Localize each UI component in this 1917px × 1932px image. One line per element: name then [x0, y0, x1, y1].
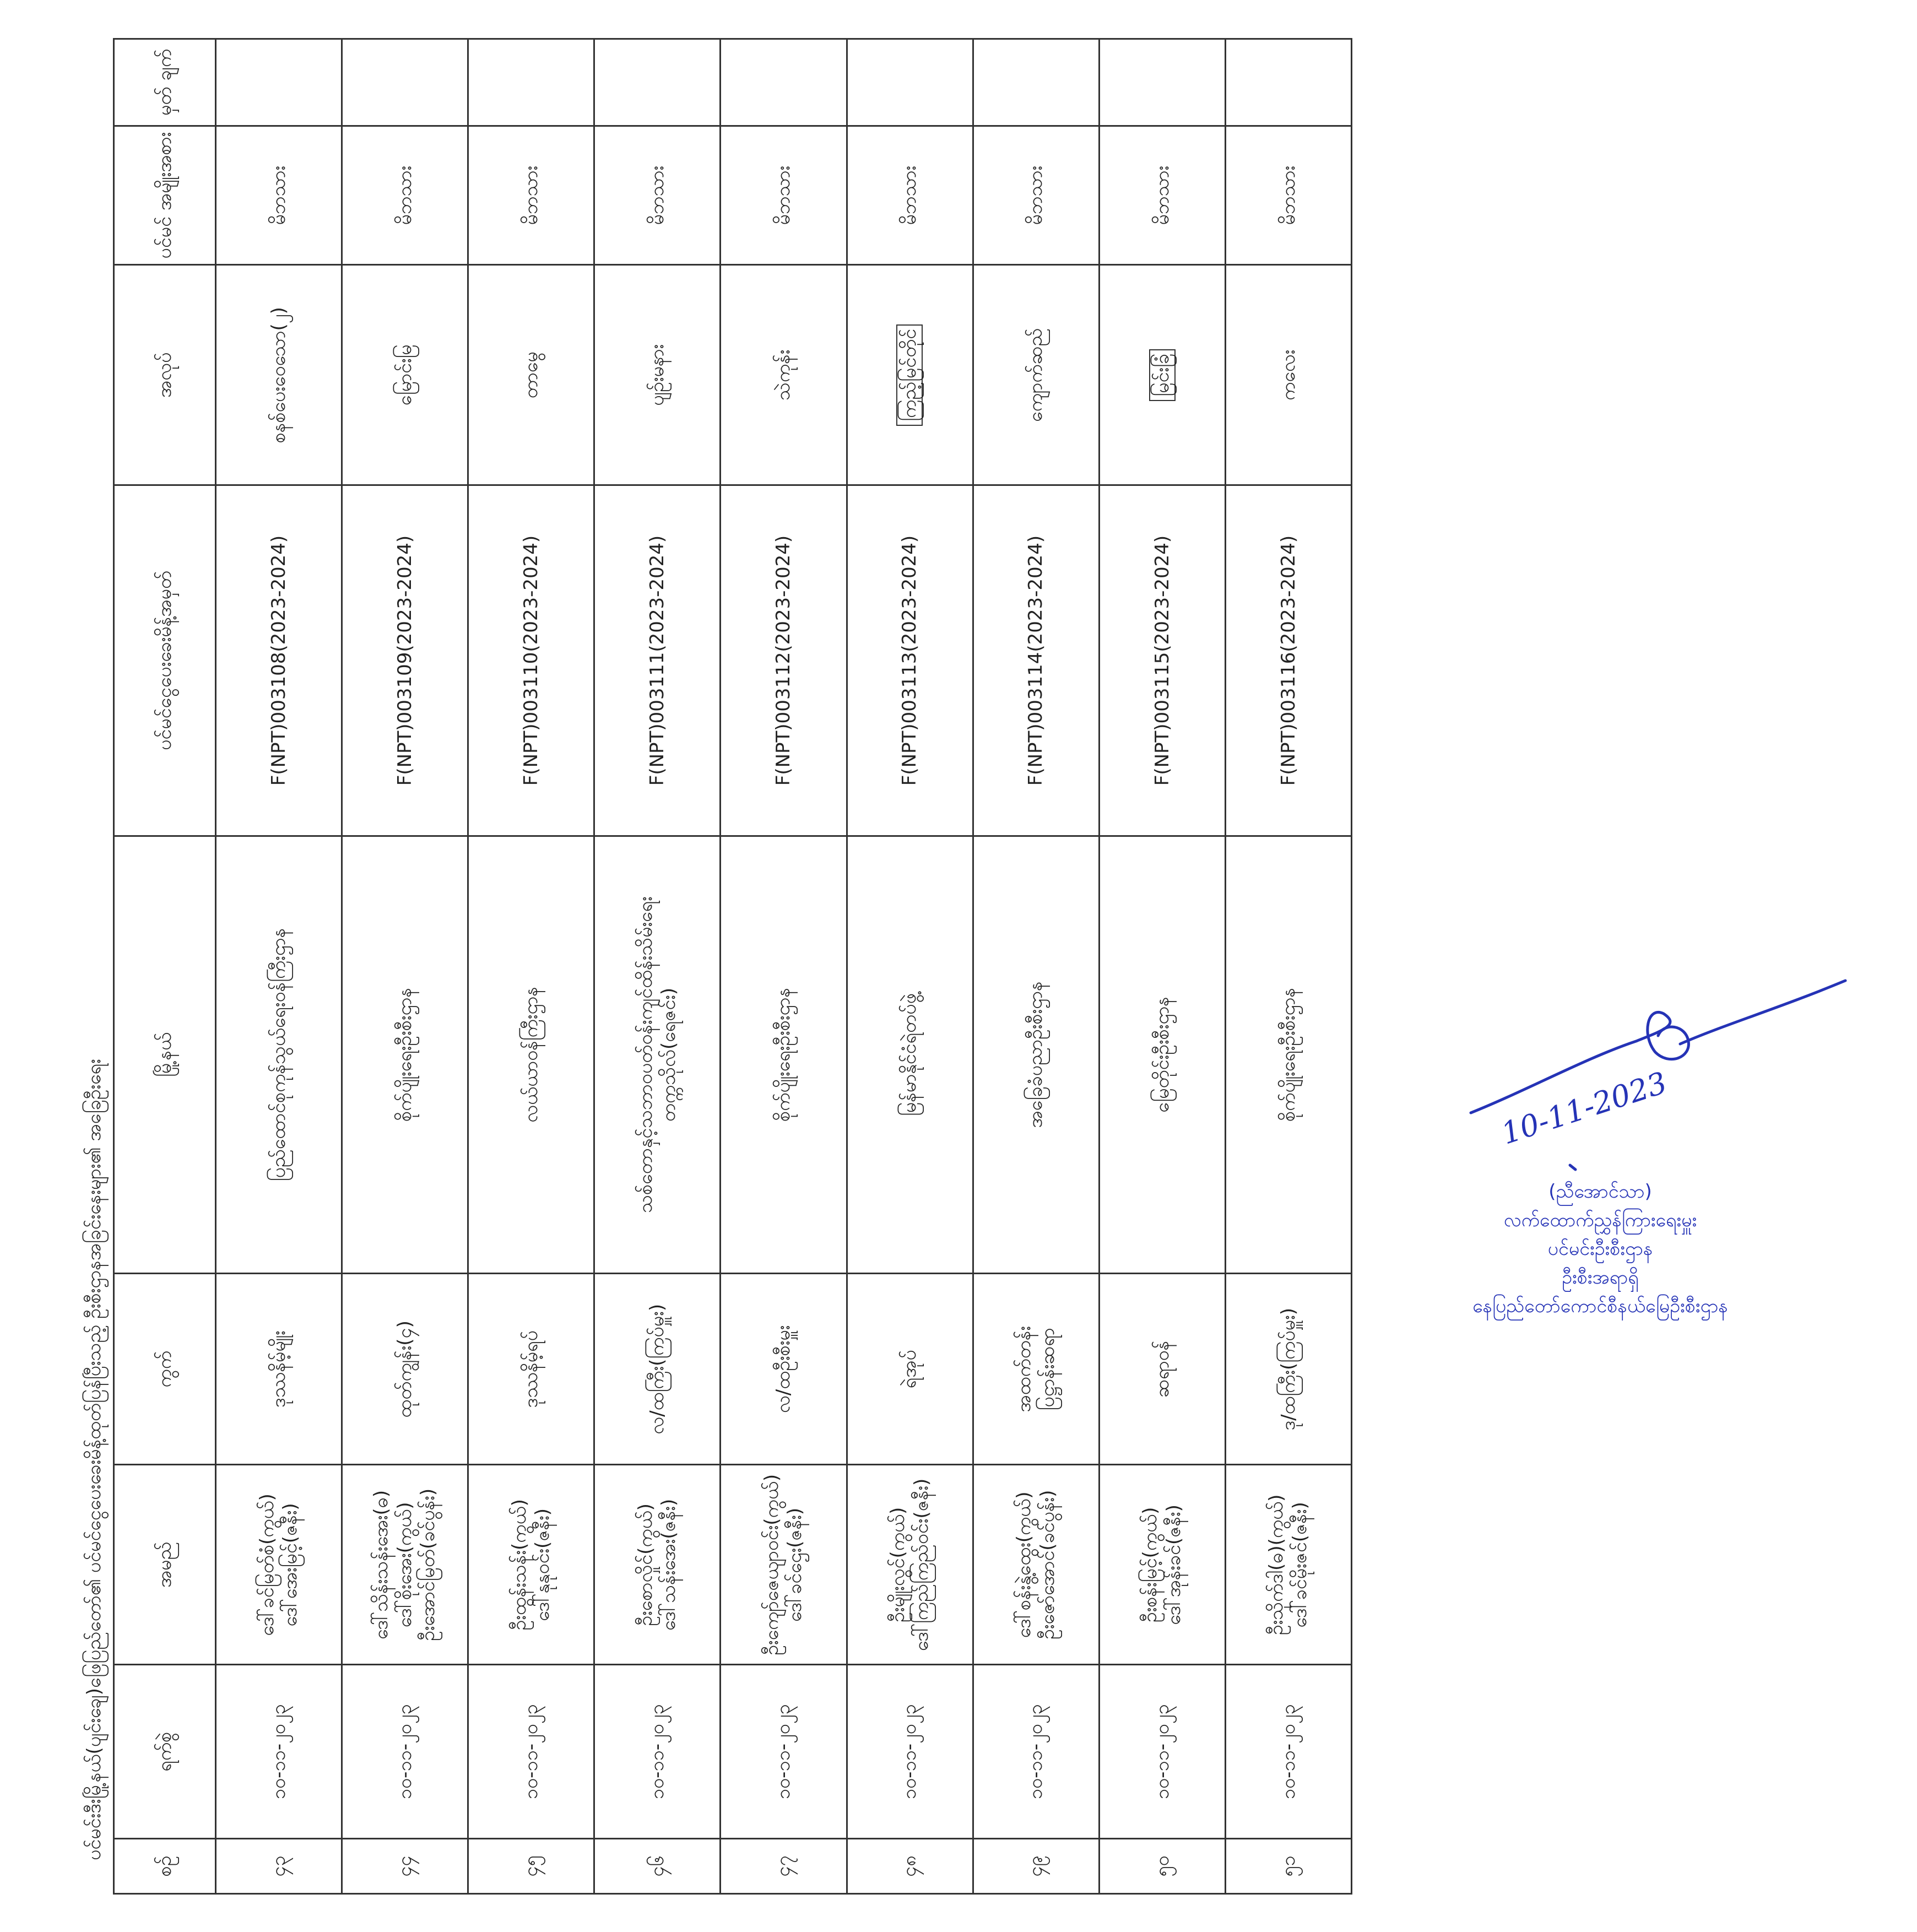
row-name-line: ဒေါ်ခင်ဌေး(ဇနီး) [784, 1507, 806, 1622]
row-license: F(NPT)003108(2023-2024) [216, 485, 342, 836]
row-job: ကလေး [1225, 265, 1351, 485]
row-no: ၄၅ [468, 1839, 594, 1894]
row-ward: ဒုဿနိမ့်မျိုး [216, 1274, 342, 1465]
row-name-line: ဦးအောင်မြတ်(ခင်ပွန်း) [417, 1488, 440, 1641]
row-note [973, 39, 1099, 126]
row-fee: မိဘသား [468, 126, 594, 265]
row-name-line: ဒေါ်စန်းနွဲ့ထွေး(ကွယ်) [1013, 1491, 1036, 1638]
row-name [594, 1465, 721, 1665]
table-row [594, 39, 721, 1894]
row-job-badge: မြင်းခြံ [1149, 349, 1176, 401]
row-fee: မိဘသား [847, 126, 973, 265]
row-name-line: ဒေါ်နုနုဝင်း(ဇနီး) [532, 1508, 554, 1621]
row-name [342, 1465, 468, 1665]
row-name [1225, 1465, 1351, 1665]
row-no: ၅၀ [1099, 1839, 1225, 1894]
row-job [847, 265, 973, 485]
row-name-line: ဒေါ်ခင်မြတ်စံ(ကွယ်) [256, 1493, 278, 1636]
row-date: ၁၀-၁၁-၂၀၂၃ [594, 1665, 721, 1839]
row-name [1099, 1465, 1225, 1665]
row-license: F(NPT)003112(2023-2024) [721, 485, 847, 836]
records-body [216, 39, 1352, 1894]
table-row [1099, 39, 1225, 1894]
row-no: ၄၈ [847, 1839, 973, 1894]
row-name-line: ဒေါ်စိုးအေး(ကွယ်) [393, 1502, 416, 1628]
row-note [216, 39, 342, 126]
row-ward: ဒု/ထကြီး(ကြပ်မှူး) [1225, 1274, 1351, 1465]
header-name: အမည် [114, 1465, 216, 1665]
row-ward-line: အထက်တန်း [1013, 1325, 1036, 1413]
row-note [1099, 39, 1225, 126]
row-name-line: ဒေါ်ခင်မိုးဇင်(ဇနီး) [1288, 1502, 1311, 1628]
row-license: F(NPT)003115(2023-2024) [1099, 485, 1225, 836]
row-license: F(NPT)003114(2023-2024) [973, 485, 1099, 836]
row-town-line: သစ်တောနှင့်သဘာဝပတ်ဝန်းကျင်ထိန်းသိမ်းရေး [634, 896, 657, 1213]
row-note [1225, 39, 1351, 126]
row-job-badge: ကြည့်မြင်တိုင် [896, 324, 923, 426]
row-date: ၁၀-၁၁-၂၀၂၃ [342, 1665, 468, 1839]
table-row [342, 39, 468, 1894]
row-no: ၄၇ [721, 1839, 847, 1894]
row-name [721, 1465, 847, 1665]
row-name [468, 1465, 594, 1665]
stamp-title: လက်ထောက်ညွှန်ကြားရေးမှူး [1503, 1209, 1697, 1231]
table-row [847, 39, 973, 1894]
row-name-line: ဦးဇော်အောင်(ခင်ပွန်း) [1036, 1490, 1059, 1640]
row-license: F(NPT)003109(2023-2024) [342, 485, 468, 836]
table-row [721, 39, 847, 1894]
row-date: ၁၀-၁၁-၂၀၂၃ [973, 1665, 1099, 1839]
stamp-office: ဦးစီးအရာရှိ [1562, 1267, 1639, 1289]
header-row [114, 39, 216, 1894]
row-ward [973, 1274, 1099, 1465]
row-note [847, 39, 973, 126]
row-town: မြန်မာနိုင်ငံရဲတပ်ဖွဲ့ [847, 836, 973, 1273]
table-row [973, 39, 1099, 1894]
row-ward-line: ပြဋ္ဌာန်းဆရာ [1036, 1328, 1059, 1411]
header-job: အလုပ် [114, 265, 216, 485]
row-no: ၄၉ [973, 1839, 1099, 1894]
row-name-line: ဦးထွန်းသန်း(ကွယ်) [508, 1499, 530, 1631]
row-name-line: ဦးမျိုးလွင်(ကွယ်) [887, 1507, 909, 1623]
row-date: ၁၀-၁၁-၂၀၂၃ [468, 1665, 594, 1839]
row-ward: ဒုဿနိမ့်ရပ် [468, 1274, 594, 1465]
row-fee: မိဘသား [594, 126, 721, 265]
row-fee: မိဘသား [721, 126, 847, 265]
document-title: ပင်မင်းဒီးမြို့နယ်(ပျင်းချေ)ဖြေပြည်တော်၏ ပင်မင်ငွေပေးခေးမိန့်ထုတ်ပြန်ပြီးသည့် ဦးစီးဌာနအခြင်းနေးများ၏ အခြေဦးရေး [83, 1059, 105, 1860]
row-note [468, 39, 594, 126]
row-name-line: ဦးသိုက်ဒါ(ဓ)(ကွယ်) [1265, 1494, 1288, 1636]
row-note [342, 39, 468, 126]
row-job: ကျောက်ဆည် [973, 265, 1099, 485]
row-name-line: ဒေါ်အုန်းခင်(ဇနီး) [1162, 1505, 1185, 1625]
row-job: သဲကုန်း [721, 265, 847, 485]
row-date: ၁၀-၁၁-၂၀၂၃ [216, 1665, 342, 1839]
row-name [847, 1465, 973, 1665]
row-town: ပြည်ထောင်စုကုန်သွယ်ရေးဝန်ကြီးဌာန [216, 836, 342, 1273]
row-ward: လ/ထဦးစီးမှူး [721, 1274, 847, 1465]
header-date: ရက်စွဲ [114, 1665, 216, 1839]
table-row [216, 39, 342, 1894]
row-date: ၁၀-၁၁-၂၀၂၃ [1099, 1665, 1225, 1839]
row-name-line: ဒေါ်သန်းအေး(ဇနီး) [658, 1498, 680, 1631]
row-name [973, 1465, 1099, 1665]
row-license: F(NPT)003116(2023-2024) [1225, 485, 1351, 836]
row-date: ၁၀-၁၁-၂၀၂၃ [721, 1665, 847, 1839]
row-town [594, 836, 721, 1273]
row-name-line: ဒေါ်အေးမြင့်(ဇနီး) [279, 1503, 302, 1627]
row-town: စိုက်ပျိုးရေးဦးစီးဌာန [1225, 836, 1351, 1273]
row-date: ၁၀-၁၁-၂၀၂၃ [1225, 1665, 1351, 1839]
row-name-line: ဦးစောလှိုင်(ကွယ်) [634, 1503, 657, 1626]
row-town: မြေတိုင်းဦးစီးဌာန [1099, 836, 1225, 1273]
row-name-line: ဦးကျော်ဇေယျာဝင်း(ကွယ်) [760, 1474, 783, 1655]
row-no: ၄၄ [342, 1839, 468, 1894]
row-no: ၄၆ [594, 1839, 721, 1894]
stamp-date: 10-11-2023 [1497, 1065, 1671, 1151]
row-name [216, 1465, 342, 1665]
stamp-department: ပင်မင်းဦးစီးဌာန [1547, 1238, 1653, 1260]
header-note: မှတ် ချက် [114, 39, 216, 126]
row-ward: လ/ထကြီး(ကြပ်မှူး) [594, 1274, 721, 1465]
row-fee: မိဘသား [216, 126, 342, 265]
row-town: စိုက်ပျိုးရေးဦးစီးဌာန [342, 836, 468, 1273]
header-no: စဉ် [114, 1839, 216, 1894]
row-fee: မိဘသား [973, 126, 1099, 265]
row-job: စနစ်ပေးဝေသော(၂) [216, 265, 342, 485]
row-date: ၁၀-၁၁-၂၀၂၃ [847, 1665, 973, 1839]
header-license: ပင်မင်ငွေပေးခေးမိန့်အမှတ် [114, 485, 216, 836]
row-ward: ထုတ်ကျွန်း(၄) [342, 1274, 468, 1465]
header-ward: ကွက် [114, 1274, 216, 1465]
row-name-line: ဒေါ်သိန်းသန်းအေး(ဓ) [370, 1490, 393, 1639]
row-town-line: တက္ကသိုလ်(ရေဇင်း) [658, 987, 680, 1122]
table-row [468, 39, 594, 1894]
header-fee: ပင်မင် အမျိုးအစား [114, 126, 216, 265]
row-town: လယ်ယာဝန်ကြီးဌာန [468, 836, 594, 1273]
row-note [721, 39, 847, 126]
row-name-line: ဒေါ်ကြည်ကြည်ဝင်း(ဇနီး) [910, 1478, 933, 1652]
row-job: တာမွေ [468, 265, 594, 485]
row-town: အခြေခံပညာဦးစီးဌာန [973, 836, 1099, 1273]
row-job: မြောင်းမြ [342, 265, 468, 485]
row-license: F(NPT)003110(2023-2024) [468, 485, 594, 836]
row-fee: မိဘသား [342, 126, 468, 265]
records-table [113, 38, 1352, 1895]
row-job [1099, 265, 1225, 485]
row-note [594, 39, 721, 126]
row-ward: ရဲအုပ် [847, 1274, 973, 1465]
row-job: ပျဉ်းမနား [594, 265, 721, 485]
row-fee: မိဘသား [1225, 126, 1351, 265]
row-fee: မိဘသား [1099, 126, 1225, 265]
row-ward: ဆရာဝန် [1099, 1274, 1225, 1465]
row-name-line: ဦးစန်းမြင့်(ကွယ်) [1139, 1507, 1162, 1623]
row-no: ၅၁ [1225, 1839, 1351, 1894]
stamp-name: (ညီအောင်သာ) [1548, 1181, 1652, 1203]
row-license: F(NPT)003111(2023-2024) [594, 485, 721, 836]
stamp-area: နေပြည်တော်ကောင်စီနယ်မြေဦးစီးဌာန [1472, 1295, 1728, 1317]
signature-icon [1405, 948, 1900, 1184]
header-town: မြို့နယ် [114, 836, 216, 1273]
row-no: ၄၃ [216, 1839, 342, 1894]
row-license: F(NPT)003113(2023-2024) [847, 485, 973, 836]
row-town: စိုက်ပျိုးရေးဦးစီးဌာန [721, 836, 847, 1273]
